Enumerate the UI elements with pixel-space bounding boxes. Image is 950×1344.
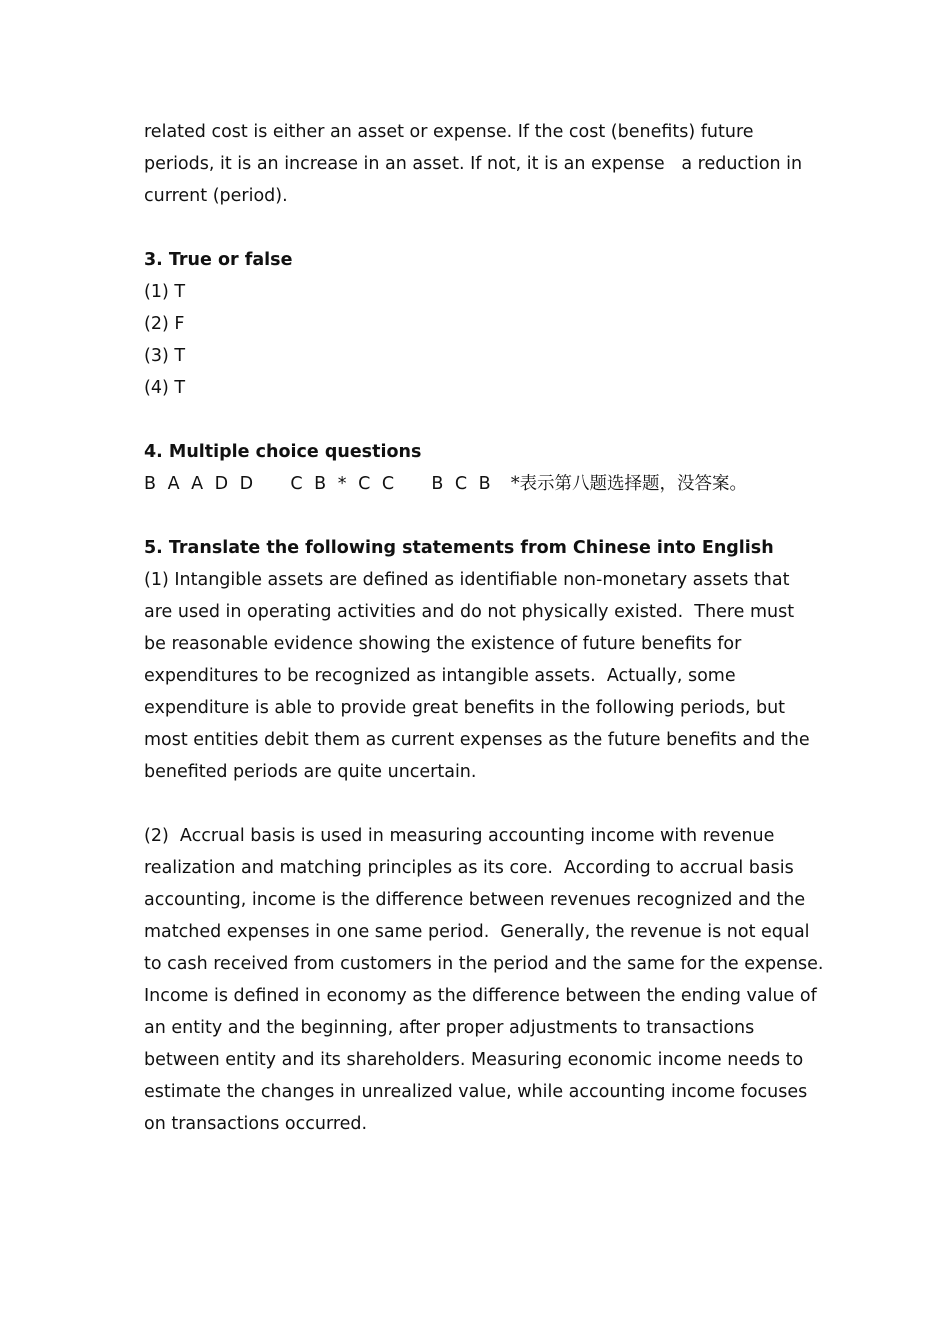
text-line: Income is defined in economy as the difference between the ending value of [144, 986, 817, 1006]
section-heading: 5. Translate the following statements from Chinese into English [144, 538, 774, 558]
answer-item: (1) T [144, 282, 186, 302]
translation-paragraph-1 [144, 564, 824, 788]
text-line: are used in operating activities and do not physically existed. There must [144, 602, 795, 622]
section-heading: 3. True or false [144, 250, 293, 270]
multiple-choice-line [144, 468, 824, 500]
text-line: (1) Intangible assets are defined as identifiable non-monetary assets that [144, 570, 790, 590]
text-line: accounting, income is the difference between revenues recognized and the [144, 890, 806, 910]
multiple-choice-answers: B A A D D C B * C C B C B [144, 474, 511, 494]
translation-paragraph-2 [144, 820, 824, 1140]
spacer [144, 500, 824, 532]
answer-item: (3) T [144, 346, 186, 366]
multiple-choice-note: *表示第八题选择题，没答案。 [510, 474, 748, 494]
intro-paragraph [144, 116, 824, 212]
text-line: realization and matching principles as its core. According to accrual basis [144, 858, 794, 878]
spacer [144, 404, 824, 436]
spacer [144, 788, 824, 820]
answer-item: (4) T [144, 378, 186, 398]
text-line: most entities debit them as current expenses as the future benefits and the [144, 730, 810, 750]
text-line: (2) Accrual basis is used in measuring accounting income with revenue [144, 826, 775, 846]
text-line: be reasonable evidence showing the existence of future benefits for [144, 634, 742, 654]
text-line: between entity and its shareholders. Measuring economic income needs to [144, 1050, 804, 1070]
section-translation [144, 532, 824, 1140]
text-line: expenditures to be recognized as intangible assets. Actually, some [144, 666, 736, 686]
answer-item: (2) F [144, 314, 185, 334]
text-line: periods, it is an increase in an asset. If not, it is an expense a reduction in [144, 154, 803, 174]
text-line: to cash received from customers in the period and the same for the expense. [144, 954, 824, 974]
text-line: benefited periods are quite uncertain. [144, 762, 477, 782]
section-heading: 4. Multiple choice questions [144, 442, 422, 462]
text-line: expenditure is able to provide great benefits in the following periods, but [144, 698, 786, 718]
text-line: an entity and the beginning, after proper adjustments to transactions [144, 1018, 755, 1038]
document-page [144, 116, 824, 1140]
text-line: related cost is either an asset or expense. If the cost (benefits) future [144, 122, 754, 142]
spacer [144, 212, 824, 244]
text-line: matched expenses in one same period. Generally, the revenue is not equal [144, 922, 810, 942]
text-line: estimate the changes in unrealized value, while accounting income focuses [144, 1082, 808, 1102]
section-true-false [144, 244, 824, 404]
text-line: on transactions occurred. [144, 1114, 368, 1134]
section-multiple-choice [144, 436, 824, 500]
text-line: current (period). [144, 186, 288, 206]
